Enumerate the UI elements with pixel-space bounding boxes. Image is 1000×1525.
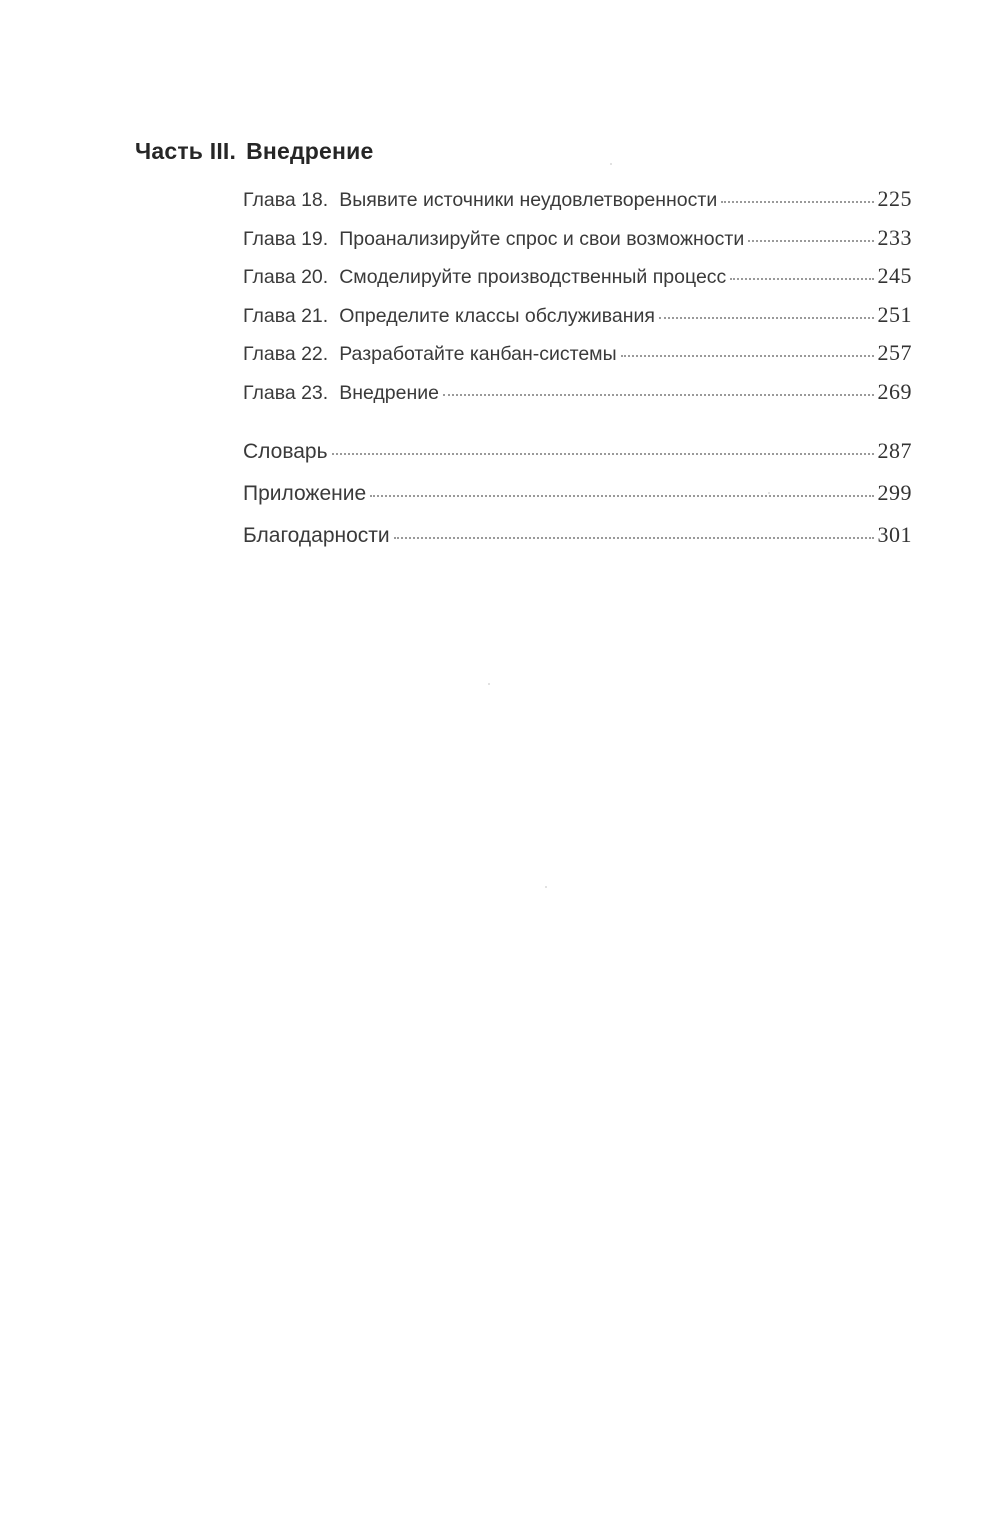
toc-entry-chapter-23[interactable] <box>243 379 912 418</box>
toc-entry-chapter-21[interactable] <box>243 302 912 341</box>
backmatter-title: Благодарности <box>243 524 390 547</box>
scan-speck <box>488 683 490 685</box>
backmatter-list <box>243 438 912 564</box>
chapter-label: Глава 20. <box>243 266 329 288</box>
dot-leader <box>659 317 874 319</box>
chapter-title: Определите классы обслуживания <box>339 304 655 327</box>
page-number: 301 <box>877 522 912 547</box>
page-number: 287 <box>877 438 912 463</box>
page-number: 257 <box>877 340 912 365</box>
dot-leader <box>730 278 873 280</box>
dot-leader <box>748 240 873 242</box>
dot-leader <box>443 394 874 396</box>
toc-entry-chapter-18[interactable] <box>243 186 912 225</box>
dot-leader <box>370 495 873 497</box>
chapter-label: Глава 18. <box>243 189 329 211</box>
chapter-label: Глава 19. <box>243 227 329 250</box>
backmatter-title: Приложение <box>243 482 367 505</box>
chapter-list <box>243 186 912 417</box>
toc-entry-appendix[interactable] <box>243 480 912 522</box>
dot-leader <box>621 355 874 357</box>
scan-speck <box>545 886 547 888</box>
dot-leader <box>721 201 873 203</box>
toc-entry-acknowledgements[interactable] <box>243 522 912 564</box>
chapter-title: Разработайте канбан-системы <box>339 343 617 365</box>
dot-leader <box>394 537 874 539</box>
page-number: 269 <box>877 378 912 404</box>
page-number: 233 <box>877 224 912 250</box>
page-number: 225 <box>877 186 912 211</box>
part-heading <box>135 138 373 165</box>
scan-speck <box>768 492 770 494</box>
toc-entry-chapter-22[interactable] <box>243 340 912 379</box>
backmatter-title: Словарь <box>243 440 328 463</box>
dot-leader <box>332 453 874 455</box>
chapter-title: Проанализируйте спрос и свои возможности <box>339 227 745 250</box>
part-title: Внедрение <box>246 138 374 164</box>
chapter-label: Глава 21. <box>243 304 329 327</box>
page-number: 245 <box>877 263 912 288</box>
chapter-title: Смоделируйте производственный процесс <box>339 266 727 288</box>
chapter-label: Глава 23. <box>243 381 329 404</box>
chapter-title: Выявите источники неудовлетворенности <box>339 189 718 211</box>
scan-speck <box>610 163 612 165</box>
chapter-label: Глава 22. <box>243 343 329 365</box>
toc-entry-chapter-19[interactable] <box>243 225 912 264</box>
page-number: 251 <box>877 301 912 327</box>
page-number: 299 <box>877 480 912 505</box>
toc-entry-glossary[interactable] <box>243 438 912 480</box>
chapter-title: Внедрение <box>339 381 439 404</box>
toc-entry-chapter-20[interactable] <box>243 263 912 302</box>
part-number: Часть III. <box>135 138 237 164</box>
